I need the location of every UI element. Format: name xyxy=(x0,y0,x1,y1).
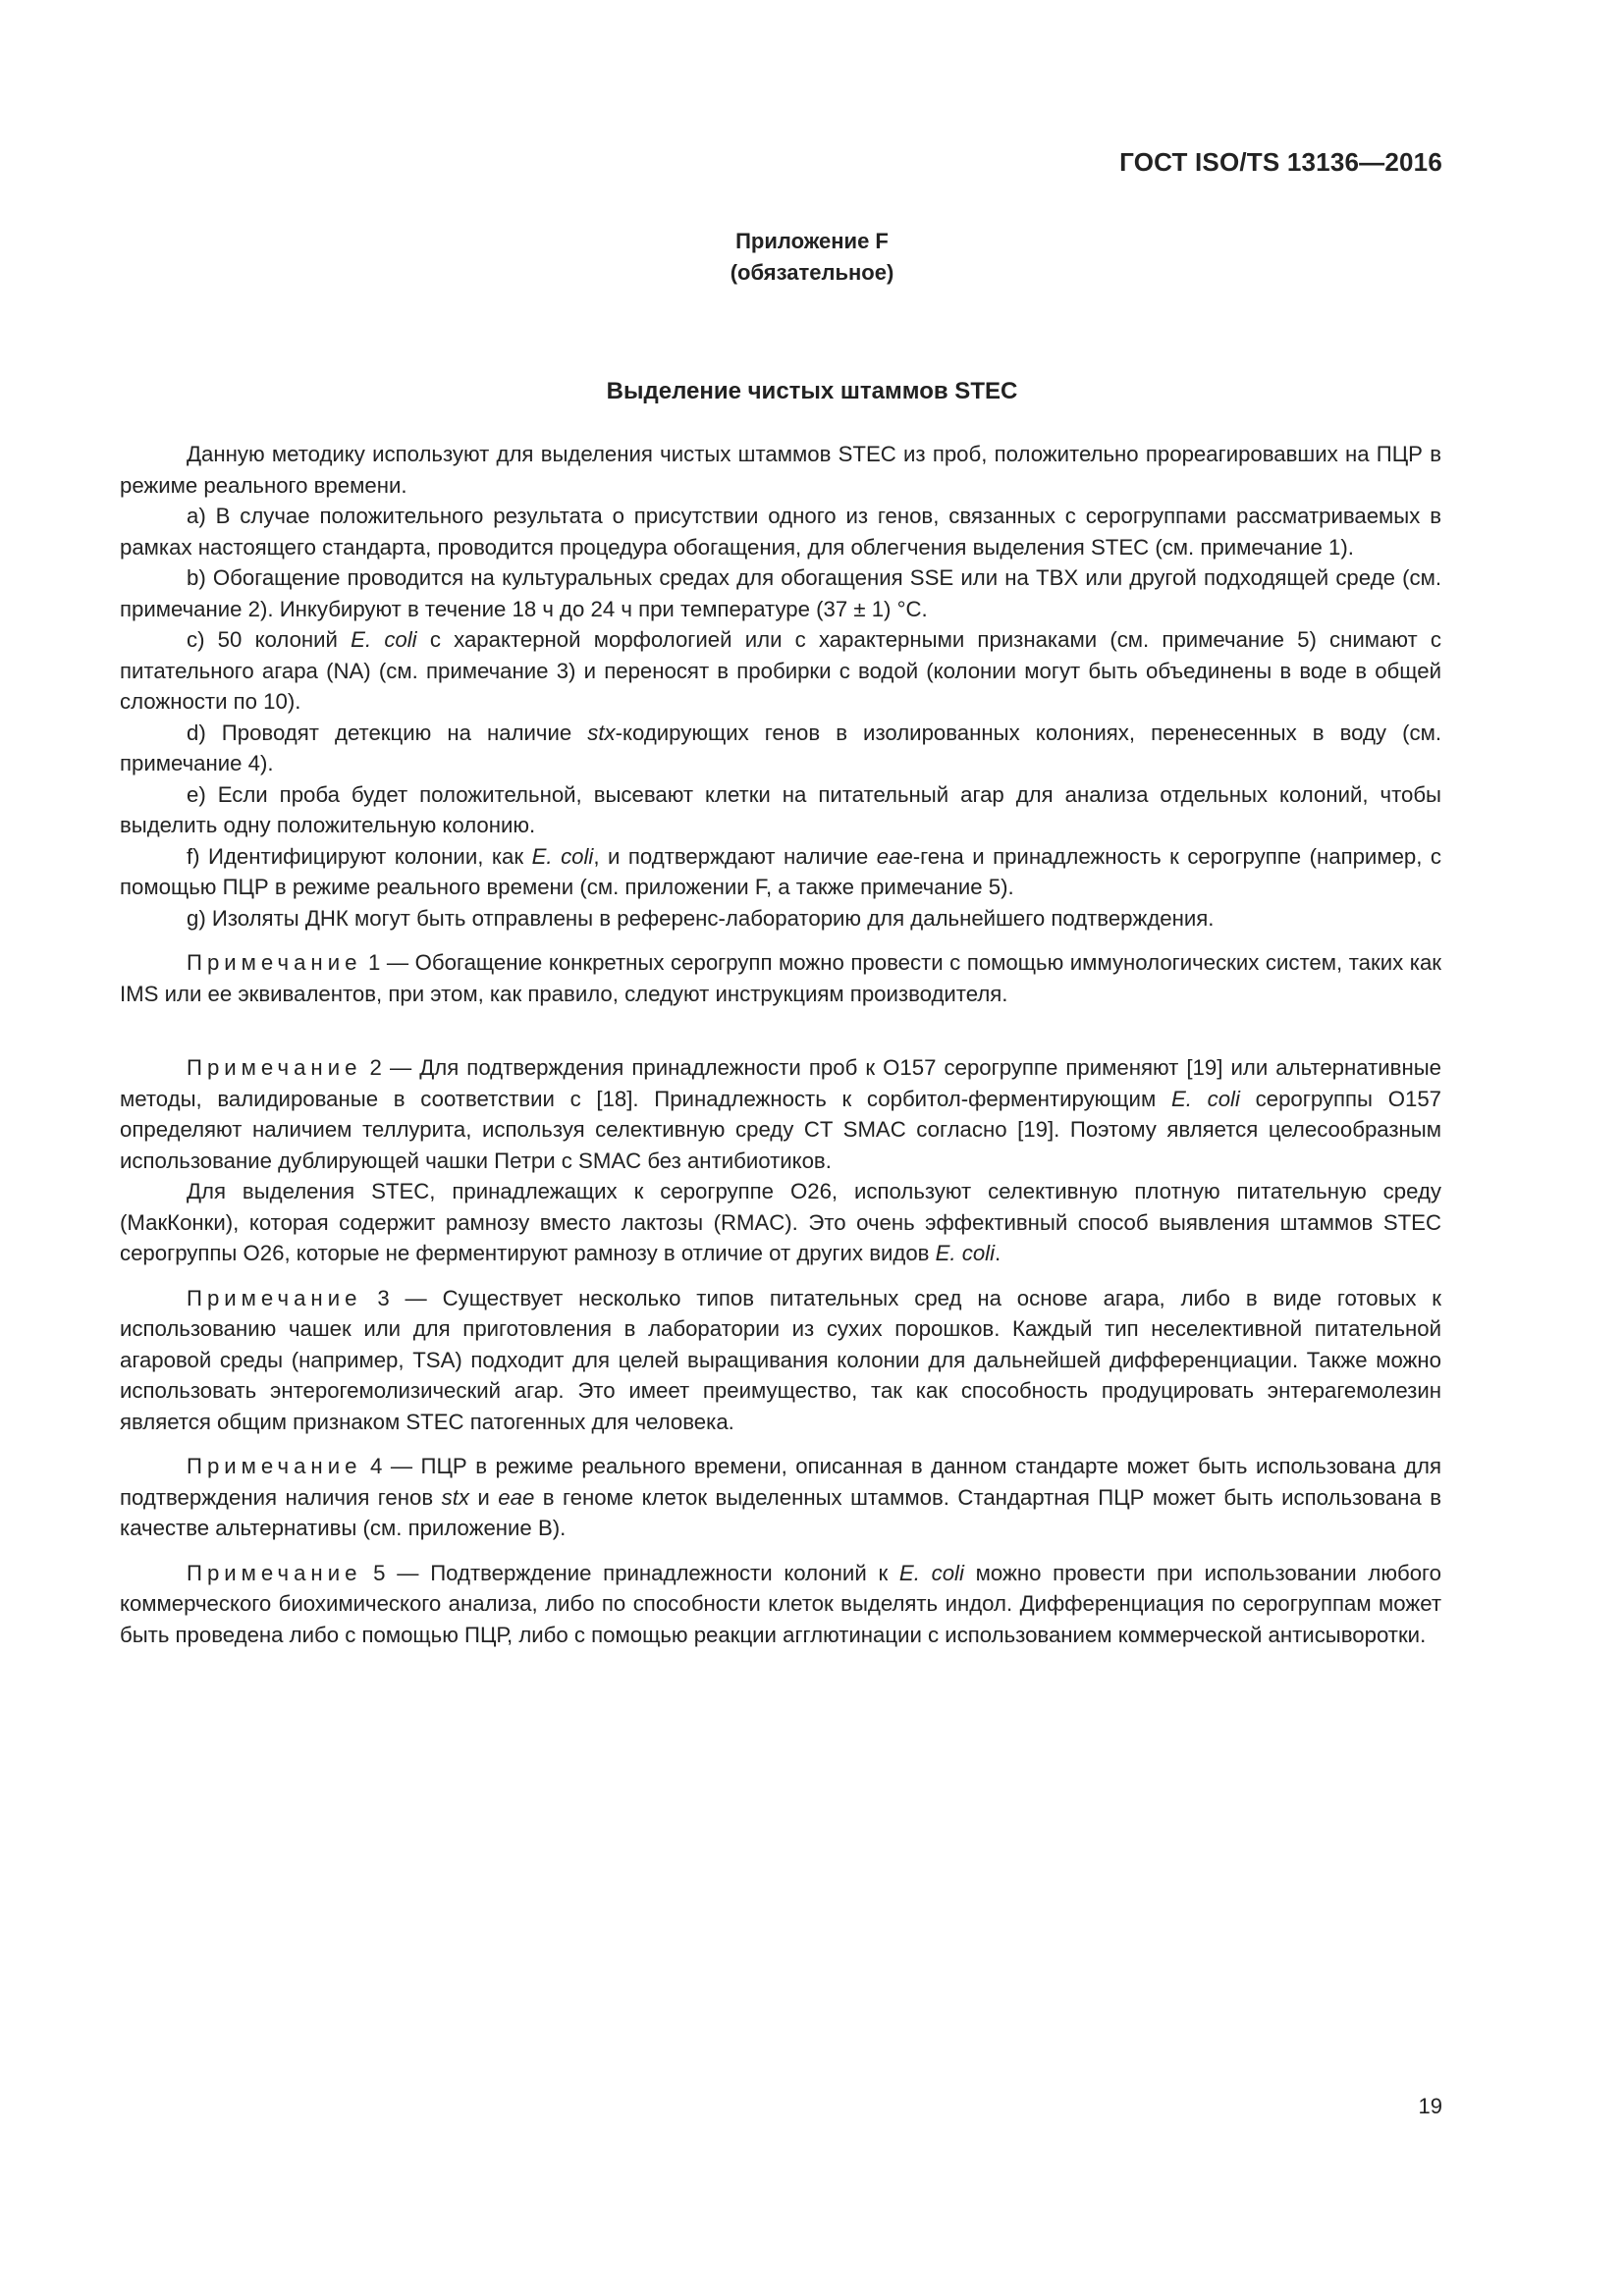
note-2-continuation xyxy=(120,1176,1441,1269)
intro-paragraph: Данную методику используют для выделения чистых штаммов STEC из проб, положительно прореагировавших на ПЦР в режиме реального времени. xyxy=(120,442,1441,498)
item-c xyxy=(120,624,1441,718)
item-f-italic-2: eae xyxy=(876,843,913,869)
item-f-text-mid: , и подтверждают наличие xyxy=(593,843,877,869)
annex-heading xyxy=(0,226,1624,289)
note-1-text: Обогащение конкретных серогрупп можно провести с помощью иммунологических систем, таких как IMS или ее эквивалентов, при этом, как правило, следуют инструкциям производителя. xyxy=(120,950,1441,1006)
item-f-text-post: -гена и принадлежность к серогруппе (например, с помощью ПЦР в режиме реального времени (см. приложении F, а также примечание 5). xyxy=(120,843,1442,899)
note-3 xyxy=(120,1283,1441,1438)
note-5-number: 5 — xyxy=(361,1560,431,1585)
note-5-italic: E. coli xyxy=(898,1560,964,1585)
note-4 xyxy=(120,1451,1441,1544)
note-4-text-pre: ПЦР в режиме реального времени, описанная в данном стандарте может быть использована для подтверждения наличия генов xyxy=(120,1454,1441,1510)
item-c-text-pre: c) 50 колоний xyxy=(187,627,352,652)
item-f xyxy=(120,841,1441,903)
note-4-italic-2: eae xyxy=(498,1484,535,1510)
note-4-label: Примечание xyxy=(187,1454,362,1478)
item-d-text-pre: d) Проводят детекцию на наличие xyxy=(187,720,588,745)
item-d xyxy=(120,718,1441,779)
item-d-italic: stx xyxy=(587,720,616,745)
standard-header: ГОСТ ISO/TS 13136—2016 xyxy=(1119,147,1442,177)
note-2-label: Примечание xyxy=(187,1055,362,1080)
note-2-text-post: серогруппы О157 определяют наличием теллурита, используя селективную среду CT SMAC согласно [19]. Поэтому является целесообразным использование дублирующей чашки Петри с SMAC без антибиотиков. xyxy=(120,1086,1442,1173)
item-f-italic-1: E. coli xyxy=(531,843,594,869)
note-3-label: Примечание xyxy=(187,1285,362,1310)
page-number: 19 xyxy=(1418,2094,1442,2118)
note-2 xyxy=(120,1052,1441,1176)
note-3-text: Существует несколько типов питательных сред на основе агара, либо в виде готовых к использованию чашек или для приготовления в лаборатории из сухих порошков. Каждый тип неселективной питательной агаровой среды (например, TSA) подходит для целей выращивания колонии для дальнейшей дифференциации. Также можно использовать энтерогемолизический агар. Это имеет преимущество, так как способность продуцировать энтерагемолезин является общим признаком STEC патогенных для человека. xyxy=(120,1285,1441,1434)
note-1-label: Примечание xyxy=(187,950,362,975)
item-f-text-pre: f) Идентифицируют колонии, как xyxy=(187,843,532,869)
item-e: e) Если проба будет положительной, высевают клетки на питательный агар для анализа отдельных колоний, чтобы выделить одну положительную колонию. xyxy=(120,781,1441,837)
note-2-cont-pre: Для выделения STEC, принадлежащих к серогруппе О26, используют селективную плотную питательную среду (МакКонки), которая содержит рамнозу вместо лактозы (RMAC). Это очень эффективный способ выявления штаммов STEC серогруппы О26, которые не ферментируют рамнозу в отличие от других видов xyxy=(120,1179,1441,1265)
note-4-italic-1: stx xyxy=(441,1484,469,1510)
item-g: g) Изоляты ДНК могут быть отправлены в референс-лабораторию для дальнейшего подтверждения. xyxy=(187,905,1215,931)
document-body xyxy=(120,439,1441,1650)
item-c-text-post: с характерной морфологией или с характерными признаками (см. примечание 5) снимают с питательного агара (NA) (см. примечание 3) и переносят в пробирки с водой (колонии могут быть объединены в воде в общей сложности по 10). xyxy=(120,627,1441,714)
item-d-text-post: -кодирующих генов в изолированных колониях, перенесенных в воду (см. примечание 4). xyxy=(120,720,1441,775)
note-3-number: 3 — xyxy=(361,1285,443,1310)
annex-title: Выделение чистых штаммов STEC xyxy=(606,378,1018,404)
item-a: a) В случае положительного результата о присутствии одного из генов, связанных с серогруппами рассматриваемых в рамках настоящего стандарта, проводится процедура обогащения, для облегчения выделения STEC (см. примечание 1). xyxy=(120,504,1441,560)
note-2-cont-italic: E. coli xyxy=(935,1241,996,1265)
note-5-text-pre: Подтверждение принадлежности колоний к xyxy=(430,1560,899,1585)
note-1-number: 1 — xyxy=(361,950,415,975)
item-b: b) Обогащение проводится на культуральных средах для обогащения SSE или на TBX или другой подходящей среде (см. примечание 2). Инкубируют в течение 18 ч до 24 ч при температуре (37 ± 1) °C. xyxy=(120,565,1441,621)
note-2-cont-post: . xyxy=(995,1241,1001,1265)
note-4-text-mid: и xyxy=(468,1484,499,1510)
annex-status: (обязательное) xyxy=(730,260,894,285)
note-2-text-pre: Для подтверждения принадлежности проб к О157 серогруппе применяют [19] или альтернативные методы, валидированые в соответствии с [18]. Принадлежность к сорбитол-ферментирующим xyxy=(120,1055,1441,1111)
annex-label: Приложение F xyxy=(735,229,889,253)
note-5-text-post: можно провести при использовании любого коммерческого биохимического анализа, либо по способности клеток выделять индол. Дифференциация по серогруппам может быть проведена либо с помощью ПЦР, либо с помощью реакции агглютинации с использованием коммерческой антисыворотки. xyxy=(120,1560,1441,1647)
note-1 xyxy=(120,947,1441,1009)
item-c-italic: E. coli xyxy=(351,627,417,652)
note-5 xyxy=(120,1558,1441,1651)
note-2-number: 2 — xyxy=(361,1055,420,1080)
note-4-text-post: в геноме клеток выделенных штаммов. Стандартная ПЦР может быть использована в качестве альтернативы (см. приложение В). xyxy=(120,1484,1441,1540)
note-2-italic: E. coli xyxy=(1170,1086,1240,1111)
note-4-number: 4 — xyxy=(361,1454,421,1478)
note-5-label: Примечание xyxy=(187,1560,362,1585)
